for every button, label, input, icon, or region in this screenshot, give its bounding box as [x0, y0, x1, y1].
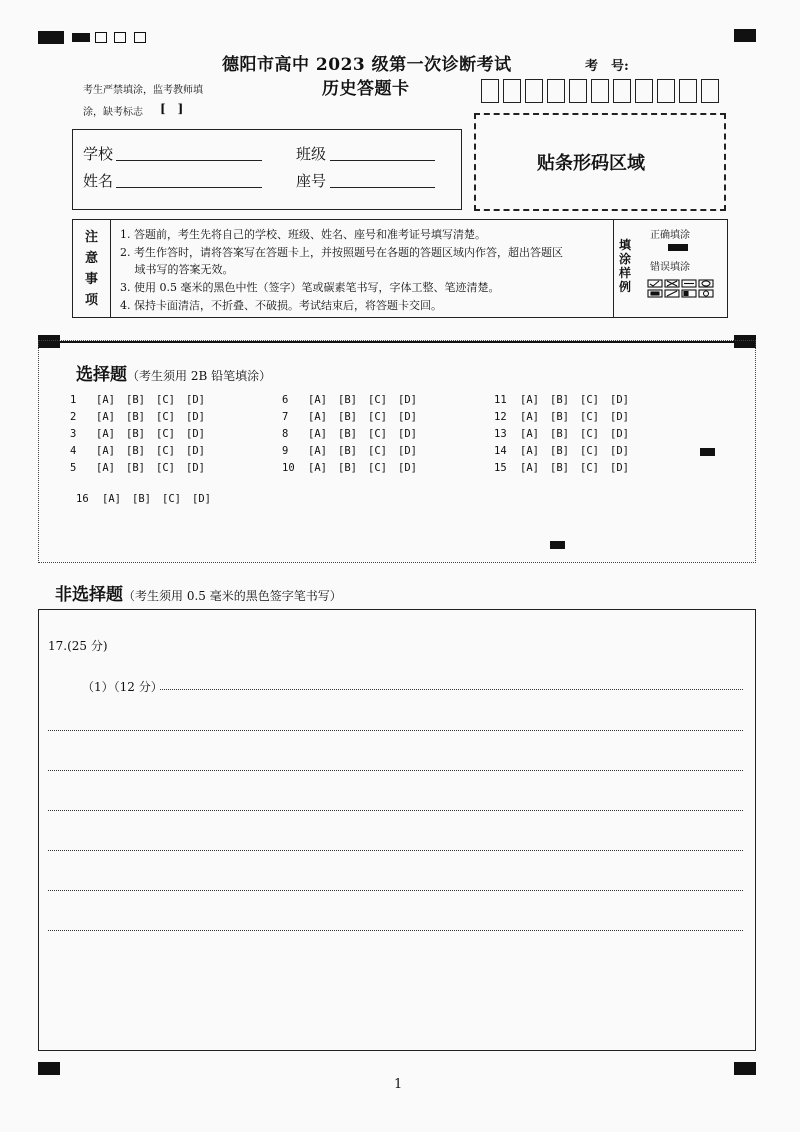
answer-line[interactable] [48, 770, 743, 771]
option-d[interactable]: [D] [186, 445, 205, 457]
sample-heading-char: 例 [619, 280, 632, 294]
page-id-box-2 [114, 32, 126, 43]
option-d[interactable]: [D] [186, 411, 205, 423]
choice-title-note: （考生须用 2B 铅笔填涂） [127, 369, 272, 383]
option-c[interactable]: [C] [156, 462, 175, 474]
option-b[interactable]: [B] [338, 462, 357, 474]
page-id-box-3 [134, 32, 146, 43]
option-d[interactable]: [D] [186, 462, 205, 474]
notes-item: 2. 考生作答时，请将答案写在答题卡上，并按照题号在各题的答题区域内作答，超出答题区 [120, 246, 563, 259]
class-label: 班级 [296, 145, 327, 163]
option-c[interactable]: [C] [156, 394, 175, 406]
exam-number-cell[interactable] [701, 79, 719, 103]
question-row [282, 445, 428, 457]
barcode-area-label: 贴条形码区域 [537, 153, 645, 174]
option-a[interactable]: [A] [308, 428, 327, 440]
page-number: 1 [394, 1077, 403, 1092]
exam-number-cell[interactable] [679, 79, 697, 103]
question-row [70, 445, 216, 457]
notes-heading-char: 注 [85, 230, 99, 245]
notes-item: 域书写的答案无效。 [120, 263, 234, 276]
registration-mark-top-right [734, 29, 756, 42]
question-row [70, 394, 216, 406]
question-number: 9 [282, 445, 289, 457]
proctor-notice-line-1: 考生严禁填涂，监考教师填 [83, 85, 203, 96]
option-a[interactable]: [A] [520, 462, 539, 474]
question-row [76, 493, 222, 505]
option-b[interactable]: [B] [126, 411, 145, 423]
option-b[interactable]: [B] [126, 394, 145, 406]
option-d[interactable]: [D] [398, 445, 417, 457]
nonchoice-section-title [55, 580, 342, 605]
absent-mark-box[interactable]: [ ] [160, 102, 184, 116]
option-a[interactable]: [A] [308, 394, 327, 406]
option-d[interactable]: [D] [398, 411, 417, 423]
card-subtitle: 历史答题卡 [322, 79, 410, 99]
option-b[interactable]: [B] [126, 428, 145, 440]
answer-area-17[interactable] [38, 609, 756, 1051]
question-number: 4 [70, 445, 77, 457]
option-c[interactable]: [C] [580, 411, 599, 423]
question-row [282, 428, 428, 440]
name-label: 姓名 [83, 172, 114, 190]
option-b[interactable]: [B] [550, 445, 569, 457]
exam-number-cell[interactable] [503, 79, 521, 103]
registration-mark-top-left-2 [72, 33, 90, 42]
option-d[interactable]: [D] [186, 428, 205, 440]
answer-line[interactable] [48, 850, 743, 851]
question-number: 2 [70, 411, 77, 423]
question-number: 10 [282, 462, 295, 474]
notes-heading-char: 意 [85, 251, 99, 266]
option-c[interactable]: [C] [580, 445, 599, 457]
choice-section-top-rule [60, 341, 734, 343]
question-number: 6 [282, 394, 289, 406]
notes-item: 3. 使用 0.5 毫米的黑色中性（签字）笔或碳素笔书写，字体工整、笔迹清楚。 [120, 281, 500, 294]
option-a[interactable]: [A] [308, 411, 327, 423]
notes-heading-char: 项 [85, 293, 99, 308]
question-row [494, 428, 640, 440]
exam-number-cell[interactable] [613, 79, 631, 103]
question-row [70, 462, 216, 474]
option-c[interactable]: [C] [368, 411, 387, 423]
question-row [282, 411, 428, 423]
question-row [494, 462, 640, 474]
exam-number-grid[interactable] [481, 79, 719, 103]
question-row [494, 394, 640, 406]
option-b[interactable]: [B] [126, 462, 145, 474]
school-label: 学校 [83, 145, 114, 163]
sample-heading-char: 填 [619, 238, 632, 252]
option-c[interactable]: [C] [368, 445, 387, 457]
option-b[interactable]: [B] [550, 411, 569, 423]
seat-field[interactable] [330, 187, 435, 188]
option-d[interactable]: [D] [398, 428, 417, 440]
option-a[interactable]: [A] [96, 462, 115, 474]
correct-fill-label: 正确填涂 [650, 230, 690, 241]
answer-line[interactable] [48, 810, 743, 811]
question-number: 16 [76, 493, 89, 505]
exam-number-cell[interactable] [635, 79, 653, 103]
question-number: 7 [282, 411, 289, 423]
question-17-label: 17.(25 分) [48, 639, 108, 653]
choice-section-title [76, 360, 271, 385]
option-b[interactable]: [B] [338, 445, 357, 457]
option-a[interactable]: [A] [520, 411, 539, 423]
option-a[interactable]: [A] [102, 493, 121, 505]
option-b[interactable]: [B] [550, 428, 569, 440]
option-b[interactable]: [B] [338, 394, 357, 406]
option-b[interactable]: [B] [126, 445, 145, 457]
exam-number-label: 考 号: [585, 59, 629, 74]
proctor-notice-line-2: 涂，缺考标志 [83, 107, 143, 118]
option-c[interactable]: [C] [580, 394, 599, 406]
sub-question-1-label: （1）（12 分） [82, 680, 163, 694]
exam-number-cell[interactable] [591, 79, 609, 103]
question-number: 14 [494, 445, 507, 457]
option-c[interactable]: [C] [368, 462, 387, 474]
answer-line[interactable] [48, 730, 743, 731]
option-c[interactable]: [C] [368, 394, 387, 406]
correct-fill-sample [668, 244, 688, 251]
sample-heading-char: 样 [619, 266, 632, 280]
answer-line[interactable] [48, 930, 743, 931]
option-b[interactable]: [B] [132, 493, 151, 505]
option-b[interactable]: [B] [550, 394, 569, 406]
notes-sample-divider [613, 219, 614, 318]
timing-mark [550, 541, 565, 549]
exam-number-cell[interactable] [547, 79, 565, 103]
registration-mark-bottom-left [38, 1062, 60, 1075]
sample-heading-char: 涂 [619, 252, 632, 266]
answer-line[interactable] [48, 890, 743, 891]
option-a[interactable]: [A] [520, 428, 539, 440]
question-row [70, 428, 216, 440]
student-info-box [72, 129, 462, 210]
answer-line[interactable] [160, 689, 743, 690]
option-c[interactable]: [C] [580, 462, 599, 474]
notes-heading-char: 事 [85, 272, 99, 287]
option-c[interactable]: [C] [368, 428, 387, 440]
class-field[interactable] [330, 160, 435, 161]
exam-number-cell[interactable] [525, 79, 543, 103]
question-number: 15 [494, 462, 507, 474]
option-d[interactable]: [D] [610, 462, 629, 474]
question-number: 11 [494, 394, 507, 406]
option-b[interactable]: [B] [550, 462, 569, 474]
question-number: 1 [70, 394, 77, 406]
option-b[interactable]: [B] [338, 428, 357, 440]
option-d[interactable]: [D] [610, 411, 629, 423]
option-d[interactable]: [D] [610, 445, 629, 457]
option-a[interactable]: [A] [96, 428, 115, 440]
exam-title: 德阳市高中 2023 级第一次诊断考试 [222, 55, 512, 75]
option-a[interactable]: [A] [96, 394, 115, 406]
question-row [494, 445, 640, 457]
question-number: 12 [494, 411, 507, 423]
notes-heading-divider [110, 219, 111, 318]
option-d[interactable]: [D] [398, 462, 417, 474]
question-number: 3 [70, 428, 77, 440]
question-row [282, 394, 428, 406]
page-id-box-1 [95, 32, 107, 43]
question-row [70, 411, 216, 423]
option-d[interactable]: [D] [610, 394, 629, 406]
option-d[interactable]: [D] [610, 428, 629, 440]
option-c[interactable]: [C] [156, 445, 175, 457]
option-d[interactable]: [D] [192, 493, 211, 505]
name-field[interactable] [116, 187, 262, 188]
option-a[interactable]: [A] [520, 445, 539, 457]
option-a[interactable]: [A] [308, 445, 327, 457]
option-d[interactable]: [D] [398, 394, 417, 406]
option-c[interactable]: [C] [580, 428, 599, 440]
registration-mark-bottom-right [734, 1062, 756, 1075]
wrong-fill-samples [646, 278, 716, 300]
registration-mark-top-left [38, 31, 64, 44]
exam-number-cell[interactable] [657, 79, 675, 103]
option-a[interactable]: [A] [520, 394, 539, 406]
option-a[interactable]: [A] [96, 411, 115, 423]
seat-label: 座号 [296, 172, 327, 190]
option-c[interactable]: [C] [156, 428, 175, 440]
option-c[interactable]: [C] [156, 411, 175, 423]
notes-item: 4. 保持卡面清洁，不折叠、不破损。考试结束后，将答题卡交回。 [120, 299, 442, 312]
nonchoice-title-text: 非选择题 [55, 585, 123, 605]
option-d[interactable]: [D] [186, 394, 205, 406]
timing-mark [700, 448, 715, 456]
question-number: 13 [494, 428, 507, 440]
question-row [494, 411, 640, 423]
option-a[interactable]: [A] [96, 445, 115, 457]
question-row [282, 462, 428, 474]
wrong-fill-label: 错误填涂 [650, 262, 690, 273]
option-a[interactable]: [A] [308, 462, 327, 474]
option-c[interactable]: [C] [162, 493, 181, 505]
option-b[interactable]: [B] [338, 411, 357, 423]
nonchoice-title-note: （考生须用 0.5 毫米的黑色签字笔书写） [123, 589, 342, 603]
school-field[interactable] [116, 160, 262, 161]
question-number: 5 [70, 462, 77, 474]
exam-number-cell[interactable] [569, 79, 587, 103]
question-number: 8 [282, 428, 289, 440]
notes-item: 1. 答题前，考生先将自己的学校、班级、姓名、座号和准考证号填写清楚。 [120, 228, 486, 241]
choice-title-text: 选择题 [76, 365, 127, 385]
exam-number-cell[interactable] [481, 79, 499, 103]
